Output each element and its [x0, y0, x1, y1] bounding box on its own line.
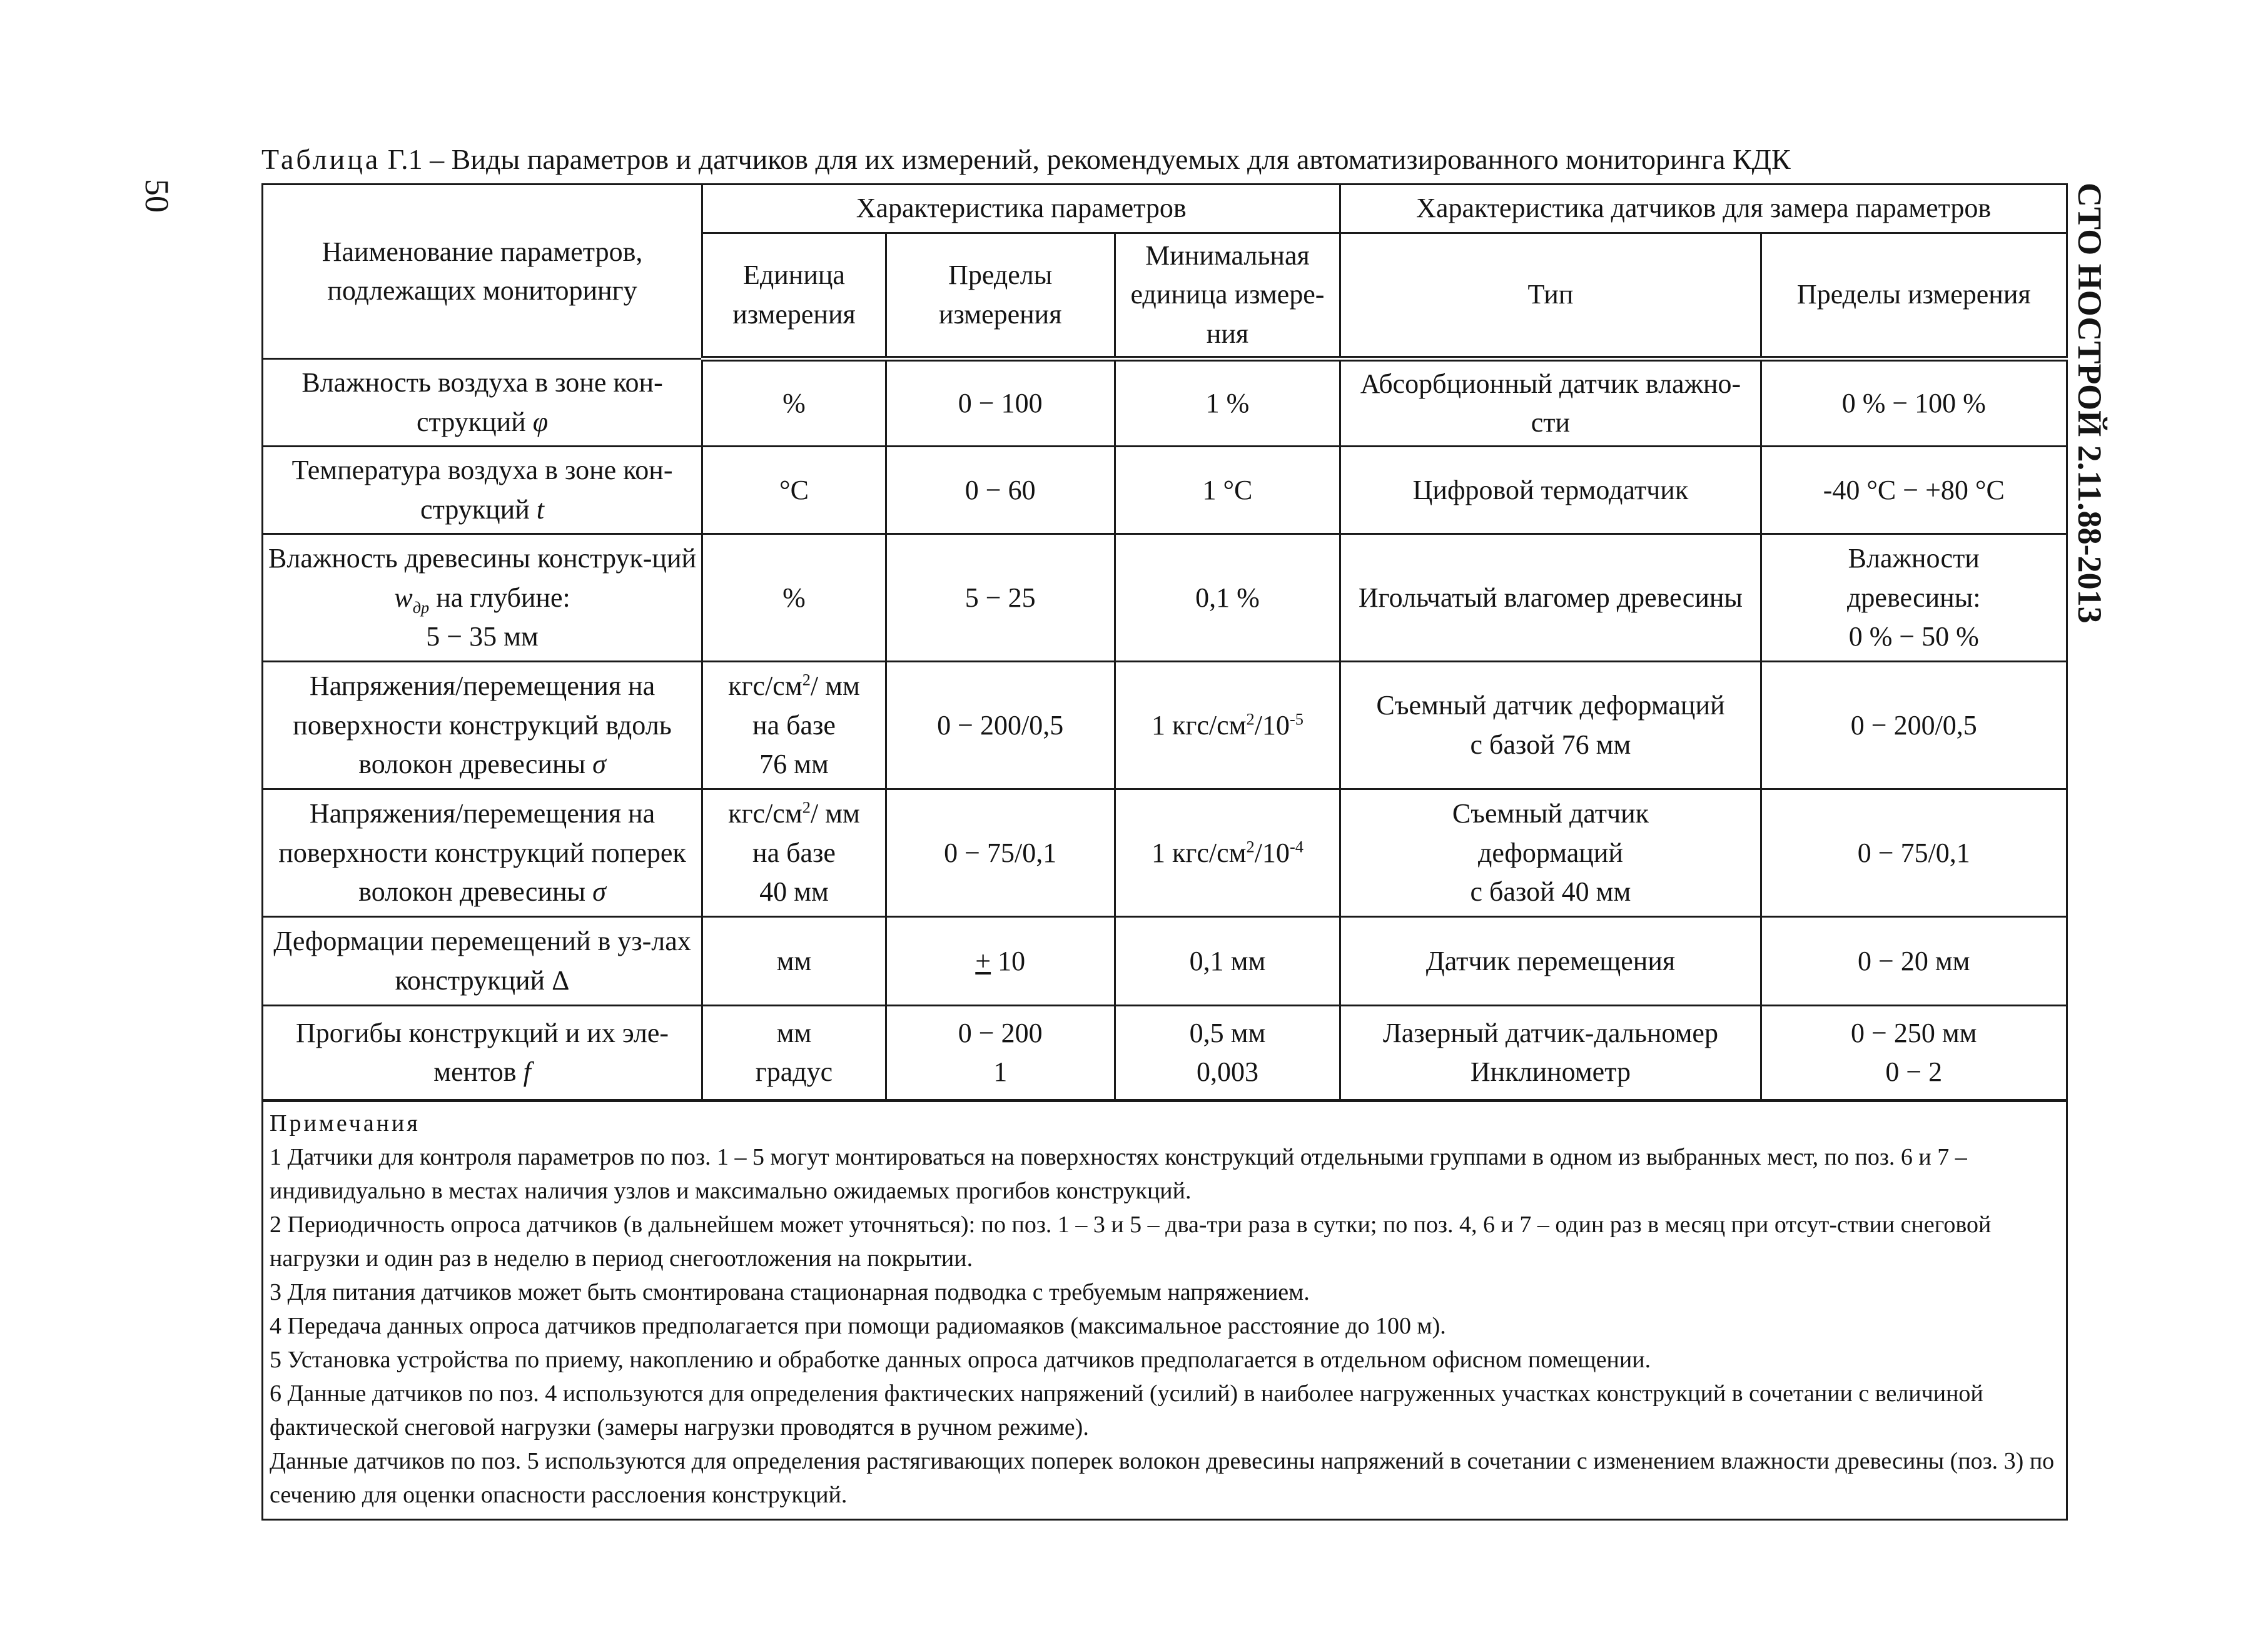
note-item: 2 Периодичность опроса датчиков (в дальнейшем может уточняться): по поз. 1 – 3 и 5 – два-три раза в сутки; по поз. 4, 6 и 7 – один раз в месяц при отсут-ствии снеговой нагрузки и один раз в неделю в период снегоотложения на покрытии.: [270, 1212, 1992, 1272]
limits-cell: 5 − 25: [886, 534, 1115, 662]
header-parameters-group: Характеристика параметров: [702, 185, 1340, 233]
min-unit-cell: 0,1 мм: [1115, 917, 1340, 1006]
header-sensors-group: Характеристика датчиков для замера параметров: [1340, 185, 2067, 233]
note-item: 4 Передача данных опроса датчиков предполагается при помощи радиомаяков (максимальное расстояние до 100 м).: [270, 1313, 1446, 1340]
unit-cell: кгс/$см^2/$ мм на базе 76 мм: [702, 662, 886, 789]
notes: [263, 1101, 2067, 1519]
table-row: [263, 534, 2067, 662]
parameter-name: Влажность древесины конструк-ций $w_{др}$ на глубине: 5 − 35 мм: [263, 534, 702, 662]
notes-title: Примечания: [270, 1110, 420, 1137]
table-row: [263, 789, 2067, 917]
header-parameter-name: Наименование параметров, подлежащих мониторингу: [263, 185, 702, 359]
limits-cell: 0 − 60: [886, 447, 1115, 534]
sensor-range-cell: Влажности древесины: 0 % − 50 %: [1761, 534, 2067, 662]
limits-cell: 0 − 200/0,5: [886, 662, 1115, 789]
note-item: 5 Установка устройства по приему, накоплению и обработке данных опроса датчиков предполагается в отдельном офисном помещении.: [270, 1347, 1651, 1374]
unit-cell: °С: [702, 447, 886, 534]
parameter-name: Влажность воздуха в зоне кон-струкций φ: [263, 359, 702, 447]
sensor-range-cell: 0 − 75/0,1: [1761, 789, 2067, 917]
note-item: 3 Для питания датчиков может быть смонтирована стационарная подводка с требуемым напряжением.: [270, 1279, 1310, 1306]
sensor-type-cell: Съемный датчик деформаций с базой 76 мм: [1340, 662, 1761, 789]
sensor-range-cell: 0 % − 100 %: [1761, 359, 2067, 447]
document-code: СТО НОСТРОЙ 2.11.88-2013: [2071, 183, 2109, 624]
unit-cell: %: [702, 359, 886, 447]
header-sensor-type: Тип: [1340, 233, 1761, 359]
sensor-type-cell: Съемный датчик деформаций с базой 40 мм: [1340, 789, 1761, 917]
table-row: [263, 662, 2067, 789]
sensor-type-cell: Лазерный датчик-дальномер Инклинометр: [1340, 1006, 1761, 1101]
caption-label: Таблица: [261, 143, 381, 175]
table-row: [263, 447, 2067, 534]
page-number: 50: [138, 179, 176, 213]
min-unit-cell: 1 %: [1115, 359, 1340, 447]
limits-cell: + 10: [886, 917, 1115, 1006]
min-unit-cell: 0,1 %: [1115, 534, 1340, 662]
sensor-range-cell: -40 °С − +80 °С: [1761, 447, 2067, 534]
note-item: Данные датчиков по поз. 5 используются для определения растягивающих поперек волокон древесины напряжений в сочетании с изменением влажности древесины (поз. 3) по сечению для оценки опасности расслоения конструкций.: [270, 1447, 2055, 1508]
unit-cell: кгс/$см^2/$ мм на базе 40 мм: [702, 789, 886, 917]
parameter-name: Температура воздуха в зоне кон-струкций t: [263, 447, 702, 534]
table-caption: [261, 143, 1791, 176]
table-row: [263, 917, 2067, 1006]
note-item: 6 Данные датчиков по поз. 4 используются для определения фактических напряжений (усилий) в наиболее нагруженных участках конструкций в сочетании с величиной фактической снеговой нагрузки (замеры нагрузки проводятся в ручном режиме).: [270, 1380, 1983, 1440]
sensor-type-cell: Датчик перемещения: [1340, 917, 1761, 1006]
sensor-type-cell: Абсорбционный датчик влажно-сти: [1340, 359, 1761, 447]
min-unit-cell: 1 кгс/$см^2/10^{-4}$: [1115, 789, 1340, 917]
caption-text: Г.1 – Виды параметров и датчиков для их измерений, рекомендуемых для автоматизированного мониторинга КДК: [380, 143, 1791, 175]
header-limits: Пределы измерения: [886, 233, 1115, 359]
min-unit-cell: 1 кгс/$см^2/10^{-5}$: [1115, 662, 1340, 789]
sensor-table: [261, 183, 2068, 1521]
parameter-name: Напряжения/перемещения на поверхности конструкций поперек волокон древесины σ: [263, 789, 702, 917]
sensor-type-cell: Цифровой термодатчик: [1340, 447, 1761, 534]
limits-cell: 0 − 100: [886, 359, 1115, 447]
unit-cell: %: [702, 534, 886, 662]
table-row: [263, 1006, 2067, 1101]
parameter-name: Напряжения/перемещения на поверхности конструкций вдоль волокон древесины σ: [263, 662, 702, 789]
limits-cell: 0 − 200 1: [886, 1006, 1115, 1101]
unit-cell: мм градус: [702, 1006, 886, 1101]
sensor-range-cell: 0 − 20 мм: [1761, 917, 2067, 1006]
notes-row: [263, 1101, 2067, 1519]
unit-cell: мм: [702, 917, 886, 1006]
header-unit: Единица измерения: [702, 233, 886, 359]
sensor-range-cell: 0 − 250 мм 0 − 2: [1761, 1006, 2067, 1101]
sensor-range-cell: 0 − 200/0,5: [1761, 662, 2067, 789]
min-unit-cell: 1 °С: [1115, 447, 1340, 534]
header-sensor-range: Пределы измерения: [1761, 233, 2067, 359]
parameter-name: Прогибы конструкций и их эле-ментов f: [263, 1006, 702, 1101]
table-row: [263, 359, 2067, 447]
parameter-name: Деформации перемещений в уз-лах конструкций Δ: [263, 917, 702, 1006]
header-min-unit: Минимальная единица измере-ния: [1115, 233, 1340, 359]
sensor-type-cell: Игольчатый влагомер древесины: [1340, 534, 1761, 662]
min-unit-cell: 0,5 мм 0,003: [1115, 1006, 1340, 1101]
note-item: 1 Датчики для контроля параметров по поз. 1 – 5 могут монтироваться на поверхностях конструкций отдельными группами в одном из выбранных мест, по поз. 6 и 7 – индивидуально в местах наличия узлов и максимально ожидаемых прогибов конструкций.: [270, 1144, 1967, 1205]
limits-cell: 0 − 75/0,1: [886, 789, 1115, 917]
